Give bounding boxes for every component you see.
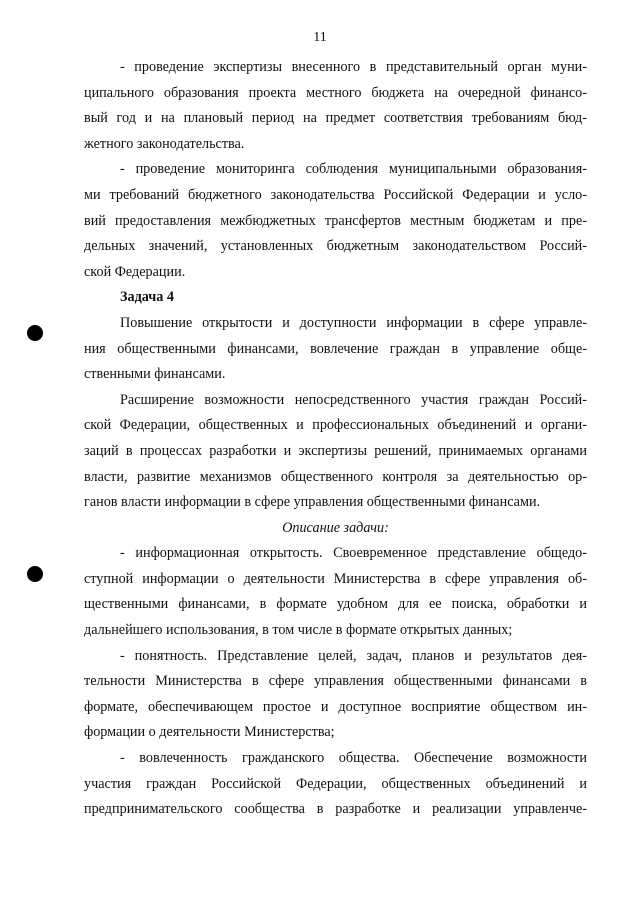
text-line: ственными финансами. (84, 366, 226, 383)
text-line: - вовлеченность гражданского общества. Обеспечение возможности (120, 750, 587, 767)
text-line: - информационная открытость. Своевременное представление общедо- (120, 545, 587, 562)
document-body (84, 55, 587, 823)
paragraph-clarity (84, 644, 587, 746)
text-line: заций в процессах разработки и экспертизы решений, принимаемых органами (84, 442, 587, 459)
paragraph-task-statement (84, 311, 587, 388)
text-line: щественными финансами, в формате удобном для ее поиска, обработки и (84, 596, 587, 613)
paragraph-openness (84, 541, 587, 643)
text-line: ступной информации о деятельности Министерства в сфере управления об- (84, 570, 587, 587)
text-line: вый год и на плановый период на предмет соответствия требованиям бюд- (84, 110, 587, 127)
punch-hole-lower (27, 566, 43, 582)
text-line: формате, обеспечивающем простое и доступное восприятие обществом ин- (84, 698, 587, 715)
text-line: Расширение возможности непосредственного участия граждан Россий- (120, 391, 587, 408)
text-line: Повышение открытости и доступности информации в сфере управле- (120, 314, 587, 331)
text-line: ния общественными финансами, вовлечение граждан в управление обще- (84, 340, 587, 357)
text-line: вий предоставления межбюджетных трансфертов местным бюджетам и пре- (84, 212, 587, 229)
text-line: - понятность. Представление целей, задач, планов и результатов дея- (120, 647, 587, 664)
text-line: участия граждан Российской Федерации, общественных объединений и (84, 775, 587, 792)
paragraph-participation (84, 388, 587, 516)
text-line: жетного законодательства. (84, 135, 245, 152)
description-heading: Описание задачи: (282, 519, 389, 536)
text-line: дальнейшего использования, в том числе в формате открытых данных; (84, 622, 513, 639)
text-line: ципального образования проекта местного бюджета на очередной финансо- (84, 84, 587, 101)
paragraph-expertise (84, 55, 587, 157)
text-line: предпринимательского сообщества в разработке и реализации управленче- (84, 801, 587, 818)
text-line: ской Федерации, общественных и профессиональных объединений и органи- (84, 417, 587, 434)
text-line: ми требований бюджетного законодательства Российской Федерации и усло- (84, 186, 587, 203)
task-heading: Задача 4 (120, 289, 175, 306)
text-line: власти, развитие механизмов общественного контроля за деятельностью ор- (84, 468, 587, 485)
text-line: - проведение экспертизы внесенного в представительный орган муни- (120, 59, 587, 75)
text-line: - проведение мониторинга соблюдения муниципальными образования- (120, 161, 587, 178)
paragraph-monitoring (84, 157, 587, 285)
page-number: 11 (313, 30, 327, 45)
text-line: ганов власти информации в сфере управления общественными финансами. (84, 494, 541, 511)
text-line: формации о деятельности Министерства; (84, 724, 335, 741)
text-line: тельности Министерства в сфере управления общественными финансами в (84, 673, 587, 690)
punch-hole-upper (27, 325, 43, 341)
text-line: дельных значений, установленных бюджетным законодательством Россий- (84, 238, 587, 255)
paragraph-engagement (84, 746, 587, 823)
text-line: ской Федерации. (84, 263, 186, 280)
